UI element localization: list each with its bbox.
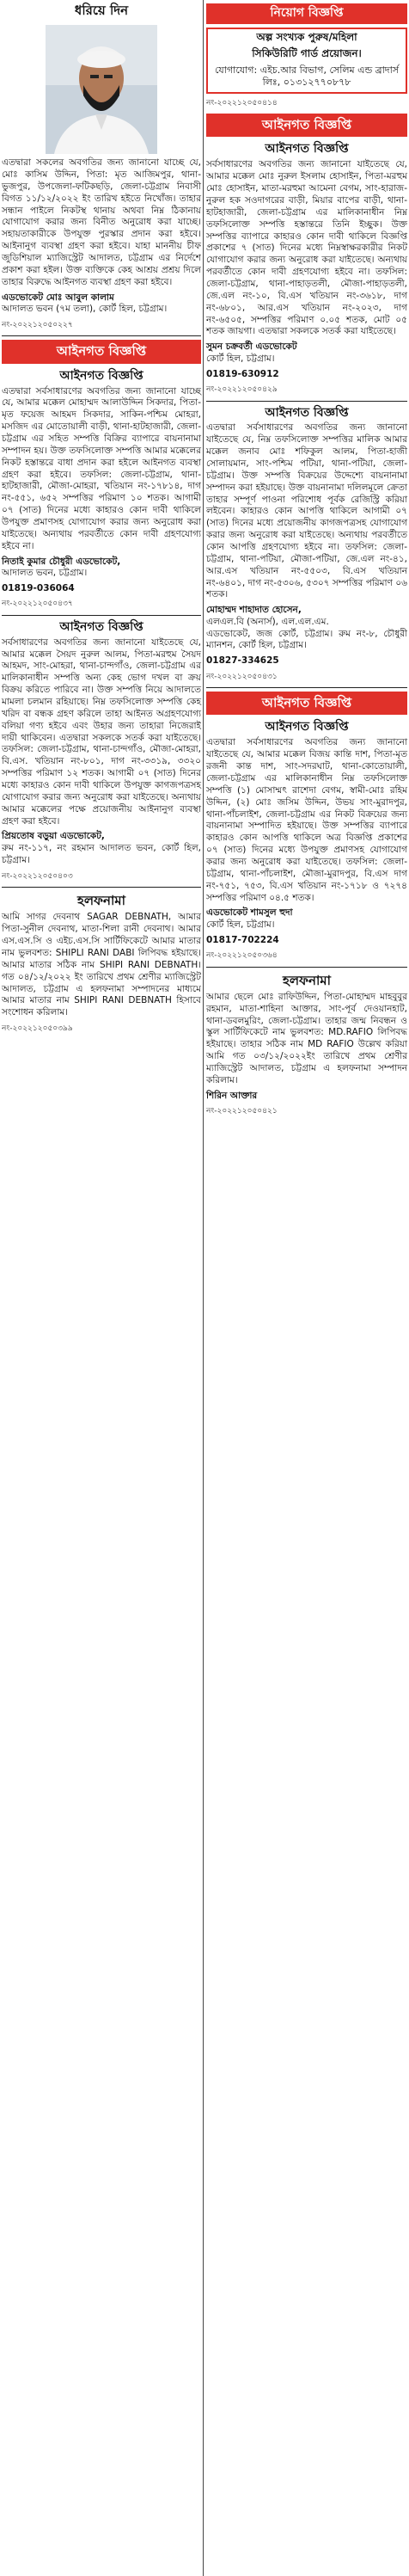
legal-phone-4: 01827-334625	[206, 655, 279, 667]
portrait-photo	[46, 25, 157, 154]
divider	[206, 687, 407, 688]
divider	[2, 335, 201, 336]
job-notice	[206, 3, 407, 108]
missing-code: নং-২০২২১২০৫০২২৭	[2, 320, 73, 329]
legal-notice-2	[2, 618, 201, 882]
legal-phone-1: 01819-036064	[2, 582, 75, 593]
divider	[206, 401, 407, 402]
legal-body-5: এতদ্বারা সর্বসাধারণের অবগতির জন্য জানানো যাইতেছে যে, আমার মক্কেল বিজয় কান্তি দাশ, পিতা-মৃত রজনী কান্ত দাশ, সাং-সদরঘাট, থানা-কোতোয়ালী, জেলা-চট্টগ্রাম এর মালিকানাধীন নিম্ন তফসিলোক্ত সম্পত্তি (১) মোসাম্মৎ রাশেদা বেগম, স্বামী-মোঃ রহিম উদ্দিন, (২) মোঃ জসিম উদ্দিন, উভয় সাং-মুরাদপুর, থানা-পাঁচলাইশ, জেলা-চট্টগ্রাম এর নিকট বিক্রয়ের জন্য বায়নানামা সম্পাদিত হইয়াছে। উক্ত সম্পত্তির ব্যাপারে কাহারও কোন আপত্তি থাকিলে অত্র বিজ্ঞপ্তি প্রকাশের ০৭ (সাত) দিনের মধ্যে উপযুক্ত প্রমাণসহ যোগাযোগ করার জন্য অনুরোধ করা যাইতেছে। তফসিল: জেলা-চট্টগ্রাম, থানা-পাঁচলাইশ, মৌজা-মুরাদপুর, বি.এস দাগ নং-৭৫১, ৭৫৩, বি.এস খতিয়ান নং-১৭১৮ ও ৭২৭৪ সম্পত্তির পরিমাণ ০৪.৫ শতক।	[206, 737, 407, 903]
legal-address-2: রুম নং-১১৭, নং রহমান আদালত ভবন, কোর্ট হিল, চট্টগ্রাম।	[2, 842, 201, 865]
column-divider	[203, 0, 204, 2576]
legal-code-1: নং-২০২২১২০৫০৪৩৭	[2, 599, 73, 609]
legal-title-4: আইনগত বিজ্ঞপ্তি	[265, 405, 349, 420]
legal-signature-1: নিতাই কুমার চৌধুরী এডভোকেট,	[2, 556, 121, 567]
legal-address-4: এডভোকেট, জজ কোর্ট, চট্টগ্রাম। রুম নং-৮, চৌধুরী ম্যানশন, কোর্ট হিল, চট্টগ্রাম।	[206, 628, 407, 651]
legal-title-5: আইনগত বিজ্ঞপ্তি	[265, 720, 349, 735]
affidavit-body-1: আমি সাগর দেবনাথ SAGAR DEBNATH, আমার পিতা-সুনীল দেবনাথ, মাতা-শিলা রানী দেবনাথ। আমার এস.এস.সি ও এইচ.এস.সি সার্টিফিকেটে আমার মাতার নাম ভুলবশত: SHIPLI RANI DABI লিপিবদ্ধ হইয়াছে। আমার মাতার সঠিক নাম SHIPI RANI DEBNATH। গত ০৪/১২/২০২২ ইং তারিখে প্রথম শ্রেণীর ম্যাজিস্ট্রেট আদালত, চট্টগ্রাম এ হলফনামা সম্পাদনের মাধ্যমে আমার মাতার নাম SHIPI RANI DEBNATH হিসাবে সংশোধন করিলাম।	[2, 912, 201, 1018]
legal-notice-4	[206, 404, 407, 683]
missing-heading: ধরিয়ে দিন	[74, 3, 129, 18]
missing-address: আদালত ভবন (৭ম তলা), কোর্ট হিল, চট্টগ্রাম।	[2, 304, 168, 315]
affidavit-1	[2, 890, 201, 1034]
divider	[2, 887, 201, 888]
affidavit-title-1: হলফনামা	[76, 893, 125, 909]
missing-body: এতদ্বারা সকলের অবগতির জন্য জানানো যাচ্ছে যে, মোঃ কাসিম উদ্দিন, পিতা: মৃত আজিমপুর, থানা-ভুজপুর, উপজেলা-ফটিকছড়ি, জেলা-চট্টগ্রাম নিবাসী বিগত ১১/১২/২০২২ ইং তারিখ হইতে নিখোঁজ। তাহার সন্ধান পাইলে নিকটস্থ থানায় অথবা নিম্ন ঠিকানায় যোগাযোগ করার জন্য বিনীত অনুরোধ করা যাচ্ছে। সহায়তাকারীকে উপযুক্ত পুরস্কার প্রদান করা হইবে। আইনানুগ ব্যবস্থা গ্রহণ করা হইবে। যাহা মাননীয় চীফ জুডিশিয়াল ম্যাজিস্ট্রেট আদালত, চট্টগ্রাম এর নির্দেশে প্রকাশ করা হইল। উক্ত ব্যক্তিকে কেহ আশ্রয় প্রশ্রয় দিলে তাহার বিরুদ্ধে আইনগত ব্যবস্থা গ্রহণ করা হইবে।	[2, 157, 201, 287]
portrait-image	[46, 25, 157, 154]
legal-address-5: কোর্ট হিল, চট্টগ্রাম।	[206, 919, 275, 930]
legal-signature-3: সুমন চক্রবর্তী এডভোকেট	[206, 341, 297, 353]
legal-address-3: কোর্ট হিল, চট্টগ্রাম।	[206, 353, 275, 364]
legal-degree-4: এলএল.বি (অনার্স), এল.এল.এম.	[206, 616, 329, 627]
divider	[206, 967, 407, 968]
left-column	[2, 0, 201, 1040]
legal-title-1: আইনগত বিজ্ঞপ্তি	[59, 368, 143, 383]
legal-phone-3: 01819-630912	[206, 368, 279, 379]
job-box	[206, 28, 407, 94]
legal-code-2: নং-২০২২১২০৫০৪০৩	[2, 871, 73, 881]
affidavit-code-1: নং-২০২২১২০৫০৩৯৯	[2, 1024, 73, 1034]
legal-banner-3: আইনগত বিজ্ঞপ্তি	[206, 114, 407, 137]
missing-notice	[2, 0, 201, 330]
affidavit-code-2: নং-২০২২১২০৫০৪২১	[206, 1107, 278, 1116]
legal-code-5: নং-২০২২১২০৫০৩৬৪	[206, 951, 278, 961]
right-column	[206, 0, 407, 1122]
legal-signature-5: এডভোকেট শামসুল হুদা	[206, 907, 293, 919]
legal-title-2: আইনগত বিজ্ঞপ্তি	[59, 619, 143, 634]
legal-signature-2: প্রিয়তোষ বড়ুয়া এডভোকেট,	[2, 831, 105, 842]
job-line-2: সিকিউরিটি গার্ড প্রয়োজন।	[252, 47, 362, 60]
job-banner: নিয়োগ বিজ্ঞপ্তি	[206, 3, 407, 24]
legal-notice-5	[206, 692, 407, 961]
missing-signature: এডভোকেট মোঃ আবুল কালাম	[2, 292, 114, 303]
legal-notice-3	[206, 114, 407, 395]
legal-banner-5: আইনগত বিজ্ঞপ্তি	[206, 692, 407, 715]
job-line-1: অল্প সংখ্যক পুরুষ/মহিলা	[256, 30, 357, 43]
legal-code-4: নং-২০২২১২০৫০৪৩১	[206, 672, 278, 681]
legal-body-3: সর্বসাধারণের অবগতির জন্য জানানো যাইতেছে যে, আমার মক্কেল মোঃ নুরুল ইসলাম হোসাইন, পিতা-মরহুম মোঃ হোসাইন, মাতা-মরহুমা আমেনা বেগম, সাং-হারাজ-নুরুল হক সওদাগরের বাড়ী, মিয়ার বাপের বাড়ী, থানা-হাটহাজারী, জেলা-চট্টগ্রাম এর মালিকানাধীন নিম্ন তফসিলোক্ত সম্পত্তি হস্তান্তরে তিনি ইচ্ছুক। উক্ত সম্পত্তির ব্যাপারে কাহারও কোন দাবী থাকিলে বিজ্ঞপ্তি প্রকাশের ৭ (সাত) দিনের মধ্যে নিম্নস্বাক্ষরকারীর নিকট যোগাযোগ করার জন্য অনুরোধ করা যাইতেছে। অন্যথায় পরবর্তীতে কোন দাবী গ্রহণযোগ্য হইবে না। তফসিল: জেলা-চট্টগ্রাম, থানা-পাহাড়তলী, মৌজা-পাহাড়তলী, জে.এল নং-১০, বি.এস খতিয়ান নং-৩৬১৮, দাগ নং-৬৮০১, আর.এস খতিয়ান নং-২০২৩, দাগ নং-৬৫০৫, সম্পত্তির পরিমাণ ০.০৫ শতক, মোট ০৫ শতক জায়গা। এতদ্বারা সকলকে সতর্ক করা যাইতেছে।	[206, 159, 407, 337]
affidavit-2	[206, 970, 407, 1117]
legal-banner-1: আইনগত বিজ্ঞপ্তি	[2, 340, 201, 363]
affidavit-title-2: হলফনামা	[282, 972, 331, 988]
legal-title-3: আইনগত বিজ্ঞপ্তি	[265, 142, 349, 157]
legal-phone-5: 01817-702224	[206, 934, 279, 945]
legal-body-2: সর্বসাধারণের অবগতির জন্য জানানো যাইতেছে যে, আমার মক্কেল সৈয়দ নুরুল আলম, পিতা-মরহুম সৈয়দ আহমদ, সাং-মোহরা, থানা-চান্দগাঁও, জেলা-চট্টগ্রাম এর মালিকানাধীন সম্পত্তি অন্য কেহ ভোগ দখল বা ক্রয় বিক্রয় করিতে পারিবে না। উক্ত সম্পত্তি নিয়ে আদালতে মামলা চলমান রহিয়াছে। নিম্ন তফসিলোক্ত সম্পত্তি কেহ খরিদ বা বন্ধক গ্রহণ করিলে তাহা আইনত অগ্রহণযোগ্য বলিয়া গণ্য হইবে এবং উহার জন্য তাহারা নিজেরাই দায়ী থাকিবেন। এতদ্বারা সকলকে সতর্ক করা যাইতেছে। তফসিল: জেলা-চট্টগ্রাম, থানা-চান্দগাঁও, মৌজা-মোহরা, বি.এস. খতিয়ান নং-৮০১, দাগ নং-৩৩১৯, ৩৩২০ সম্পত্তির পরিমাণ ১২ শতক। আগামী ০৭ (সাত) দিনের মধ্যে কাহারও কোন দাবী থাকিলে উপযুক্ত কাগজপত্রসহ যোগাযোগ করার জন্য অনুরোধ করা যাইতেছে। অন্যথায় আমার মক্কেলের পক্ষে প্রয়োজনীয় আইনানুগ ব্যবস্থা গ্রহণ করা হইবে।	[2, 636, 201, 827]
legal-signature-4: মোহাম্মদ শাহাদাত হোসেন,	[206, 605, 302, 616]
divider	[2, 615, 201, 616]
affidavit-signature-2: শিরিন আক্তার	[206, 1090, 258, 1101]
legal-body-1: এতদ্বারা সর্বসাধারণের অবগতির জন্য জানানো যাচ্ছে যে, আমার মক্কেল মোহাম্মদ আলাউদ্দিন সিকদার, পিতা-মৃত ফয়েজ আহমদ সিকদার, সাকিন-পশ্চিম মোহরা, মসজিদ এর মোতোয়ালী বাড়ী, থানা-হাটহাজারী, জেলা-চট্টগ্রাম এর সহিত সম্পত্তি বিক্রির ব্যাপারে বায়নানামা সম্পাদন হয়। উক্ত তফসিলোক্ত সম্পত্তি আমার মক্কেলের নিকট হস্তান্তরে বাধা প্রদান করা হইলে আইনগত ব্যবস্থা গ্রহণ করা হইবে। তফসিল: জেলা-চট্টগ্রাম, থানা-হাটহাজারী, মৌজা-মোহরা, খতিয়ান নং-১৭৮১৪, দাগ নং-৫৫১, ৬৫২ সম্পত্তির পরিমাণ ১০ শতক। আগামী ০৭ (সাত) দিনের মধ্যে কাহারও কোন দাবী থাকিলে উপযুক্ত প্রমাণসহ যোগাযোগ করার জন্য অনুরোধ করা যাইতেছে। অন্যথায় পরবর্তীতে কোন দাবী গ্রহণযোগ্য হইবে না।	[2, 385, 201, 551]
legal-notice-1	[2, 340, 201, 609]
legal-body-4: এতদ্বারা সর্বসাধারণের অবগতির জন্য জানানো যাইতেছে যে, নিম্ন তফসিলোক্ত সম্পত্তির মালিক আমার মক্কেল জনাব মোঃ শফিকুল আলম, পিতা-হাজী সোলায়মান, সাং-পশ্চিম পটিয়া, থানা-পটিয়া, জেলা-চট্টগ্রাম। উক্ত সম্পত্তি বিক্রয়ের উদ্দেশ্যে বায়নানামা সম্পাদন করা হইয়াছে। উক্ত বায়নানামা দলিলমূলে ক্রেতা তাহার সম্পূর্ণ পাওনা পরিশোধ পূর্বক রেজিস্ট্রি করিয়া লইবেন। কাহারও কোন আপত্তি থাকিলে আগামী ০৭ (সাত) দিনের মধ্যে প্রয়োজনীয় কাগজপত্রসহ যোগাযোগ করার জন্য অনুরোধ করা যাইতেছে। অন্যথায় পরবর্তীতে কোন আপত্তি গ্রহণযোগ্য হইবে না। তফসিল: জেলা-চট্টগ্রাম, থানা-পটিয়া, মৌজা-পটিয়া, জে.এল নং-৪১, আর.এস খতিয়ান নং-৫৫০৩, বি.এস খতিয়ান নং-৬৪০১, দাগ নং-৫৩০৬, ৫৩০৭ সম্পত্তির পরিমাণ ০৬ শতক।	[206, 422, 407, 600]
legal-address-1: আদালত ভবন, চট্টগ্রাম।	[2, 568, 88, 579]
job-contact: যোগাযোগ: এইচ.আর বিভাগ, সেলিম এন্ড ব্রাদার্স লিঃ, ০১৩১২৭৭০৮৭৮	[214, 64, 400, 88]
job-code: নং-২০২২১২০৫০৪১৪	[206, 98, 278, 108]
legal-code-3: নং-২০২২১২০৫০৪২৯	[206, 385, 278, 395]
affidavit-body-2: আমার ছেলে মোঃ রাফিউদ্দিন, পিতা-মোহাম্মদ মাহবুবুর রহমান, মাতা-শাহিনা আক্তার, সাং-পূর্ব দেওয়ানহাট, থানা-ডবলমুরিং, জেলা-চট্টগ্রাম। তাহার জন্ম নিবন্ধন ও স্কুল সার্টিফিকেটে নাম ভুলবশত: MD.RAFIO লিপিবদ্ধ হইয়াছে। তাহার সঠিক নাম MD RAFIO উল্লেখ করিয়া আমি গত ০৩/১২/২০২২ইং তারিখে প্রথম শ্রেণীর ম্যাজিস্ট্রেট আদালত, চট্টগ্রাম এ হলফনামা সম্পাদন করিলাম।	[206, 991, 407, 1085]
